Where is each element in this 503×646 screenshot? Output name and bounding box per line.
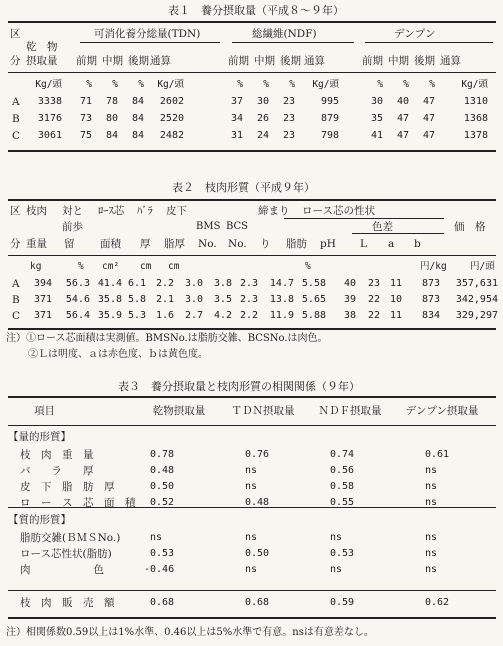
t1-row-2-c7: 24 bbox=[256, 130, 269, 141]
t3-sales-c3: 0.59 bbox=[330, 597, 355, 608]
t2-h3-0: 分 bbox=[10, 238, 21, 250]
t2-row-0-c6: 3.0 bbox=[184, 278, 203, 289]
table2-top-rule bbox=[8, 199, 496, 201]
t3-q-0-c4: 0.61 bbox=[425, 449, 450, 460]
t1-row-1-c6: 34 bbox=[230, 113, 243, 124]
t2-h3-8: り bbox=[260, 238, 271, 250]
t2-unit-yen-head: 円/頭 bbox=[470, 261, 495, 272]
table3-title: 表３ 養分摂取量と枝肉形質の相関関係（９年） bbox=[118, 380, 360, 393]
t2-unit-yen-kg: 円/kg bbox=[420, 261, 447, 272]
t2-h3-13: b bbox=[414, 238, 421, 250]
t2-row-2-c1: 371 bbox=[33, 310, 52, 321]
t2-row-2-c8: 2.2 bbox=[239, 310, 258, 321]
table1-top-rule bbox=[8, 21, 496, 23]
t2-h3-2: 留 bbox=[64, 238, 75, 250]
t1-row-1-c11: 47 bbox=[396, 113, 409, 124]
t2-row-0-c7: 3.8 bbox=[213, 278, 232, 289]
t1-row-0-c1: 3338 bbox=[37, 96, 62, 107]
t3-header-2: ＴＤＮ摂取量 bbox=[231, 405, 295, 417]
t2-row-2-c13: 11 bbox=[389, 310, 402, 321]
t2-unit-kg: kg bbox=[30, 261, 42, 272]
t2-row-0-c14: 873 bbox=[421, 278, 440, 289]
t1-h-ndf: 総繊維(NDF) bbox=[252, 28, 317, 40]
t2-row-1-c1: 371 bbox=[33, 294, 52, 305]
t1-row-0-c13: 1310 bbox=[463, 96, 488, 107]
t3-ql-2-label: 肉 色 bbox=[20, 564, 104, 576]
t1-row-0-c11: 40 bbox=[396, 96, 409, 107]
table2-title: 表２ 枝肉形質（平成９年） bbox=[172, 181, 315, 194]
t2-row-0-c12: 23 bbox=[367, 278, 380, 289]
t1-row-0-c9: 995 bbox=[320, 96, 339, 107]
t3-q-3-c1: 0.52 bbox=[150, 497, 175, 508]
t2-h-rosushin: ﾛｰｽ芯 bbox=[98, 205, 125, 217]
t1-h-tdn: 可消化養分総量(TDN) bbox=[94, 28, 201, 40]
t3-q-3-c4: ns bbox=[425, 497, 438, 508]
t3-sales-label: 枝 肉 販 売 額 bbox=[20, 597, 115, 609]
t2-h-rose-seijo: ロース芯の性状 bbox=[302, 205, 375, 217]
t2-row-1-c8: 2.3 bbox=[239, 294, 258, 305]
t3-section-qualitative: 【質的形質】 bbox=[8, 514, 71, 526]
t3-q-3-c2: 0.48 bbox=[245, 497, 270, 508]
t2-row-2-c12: 22 bbox=[367, 310, 380, 321]
t3-header-item: 項目 bbox=[34, 405, 55, 417]
t3-ql-0-c3: ns bbox=[330, 532, 343, 543]
t1-row-2-c2: 75 bbox=[79, 130, 92, 141]
t1-starch-rule bbox=[365, 42, 493, 43]
t1-row-2-c10: 41 bbox=[370, 130, 383, 141]
t2-row-2-c7: 4.2 bbox=[213, 310, 232, 321]
t1-row-2-c5: 2482 bbox=[159, 130, 184, 141]
t2-h-bcs: BCS bbox=[226, 221, 249, 232]
t1-row-0-c3: 78 bbox=[105, 96, 118, 107]
t1-sub-2-2: 後期 bbox=[414, 55, 435, 67]
t1-unit-9: % bbox=[377, 79, 383, 90]
t1-sub-0-3: 通算 bbox=[150, 55, 171, 67]
t1-unit-7: % bbox=[289, 79, 295, 90]
t2-row-1-c6: 3.0 bbox=[184, 294, 203, 305]
t3-q-1-c3: 0.56 bbox=[330, 465, 355, 476]
t1-unit-11: % bbox=[429, 79, 435, 90]
t2-row-0-c13: 11 bbox=[389, 278, 402, 289]
table1-bottom-rule bbox=[8, 150, 496, 152]
t2-row-1-c13: 10 bbox=[389, 294, 402, 305]
t3-header-rule bbox=[8, 425, 496, 426]
t2-row-1-label: B bbox=[12, 294, 20, 306]
t2-row-0-c1: 394 bbox=[33, 278, 52, 289]
t2-row-1-c5: 2.1 bbox=[155, 294, 174, 305]
t2-row-2-c15: 329,297 bbox=[455, 310, 498, 321]
t1-row-2-c13: 1378 bbox=[463, 130, 488, 141]
t3-ql-0-label: 脂肪交雑(ＢＭＳNo.) bbox=[20, 532, 121, 544]
t2-h3-1: 重量 bbox=[26, 238, 47, 250]
t2-row-2-c9: 11.9 bbox=[269, 310, 294, 321]
t1-row-2-c12: 47 bbox=[422, 130, 435, 141]
t2-unit-cm: cm bbox=[140, 261, 152, 272]
t2-row-1-c11: 39 bbox=[343, 294, 356, 305]
t3-ql-1-c3: 0.53 bbox=[330, 548, 355, 559]
t1-header-rule bbox=[8, 72, 496, 73]
t2-h3-7: No. bbox=[228, 238, 247, 250]
t3-ql-2-c3: ns bbox=[330, 564, 343, 575]
t1-row-1-c7: 26 bbox=[256, 113, 269, 124]
t1-h-kanbutsu-2: 摂取量 bbox=[26, 55, 58, 67]
t2-h3-3: 面積 bbox=[100, 238, 121, 250]
t1-row-2-c4: 84 bbox=[131, 130, 144, 141]
t2-h-bms: BMS bbox=[196, 221, 221, 232]
t1-row-0-c12: 47 bbox=[422, 96, 435, 107]
t2-row-0-c5: 2.2 bbox=[155, 278, 174, 289]
t1-ndf-rule bbox=[232, 42, 354, 43]
t1-row-1-c9: 879 bbox=[320, 113, 339, 124]
t2-row-1-c3: 35.8 bbox=[97, 294, 122, 305]
t3-last-rule bbox=[8, 590, 496, 591]
t2-unit-%: % bbox=[78, 261, 84, 272]
t3-q-0-c2: 0.76 bbox=[245, 449, 270, 460]
t1-unit-12: Kg/頭 bbox=[461, 79, 488, 90]
t1-tdn-rule bbox=[80, 42, 220, 43]
t1-row-2-label: C bbox=[12, 130, 21, 142]
t1-sub-1-3: 通算 bbox=[304, 55, 325, 67]
t2-h-maeho: 前歩 bbox=[62, 221, 83, 233]
t2-unit-cm2: cm² bbox=[102, 261, 120, 272]
t1-row-0-c7: 30 bbox=[256, 96, 269, 107]
t2-row-2-c6: 2.7 bbox=[184, 310, 203, 321]
t3-q-1-c2: ns bbox=[245, 465, 258, 476]
t1-unit-10: % bbox=[403, 79, 409, 90]
t1-row-0-c6: 37 bbox=[230, 96, 243, 107]
table3-bottom-rule bbox=[8, 617, 496, 619]
t1-unit-2: % bbox=[112, 79, 118, 90]
t2-row-0-c8: 2.3 bbox=[239, 278, 258, 289]
table3-top-rule bbox=[8, 396, 496, 398]
t1-sub-1-0: 前期 bbox=[228, 55, 249, 67]
t1-row-1-c12: 47 bbox=[422, 113, 435, 124]
t1-row-2-c3: 84 bbox=[105, 130, 118, 141]
t2-unit-cm: cm bbox=[168, 261, 180, 272]
t3-q-2-c3: 0.58 bbox=[330, 481, 355, 492]
t2-row-0-c15: 357,631 bbox=[455, 278, 498, 289]
t2-row-2-c2: 56.4 bbox=[65, 310, 90, 321]
t2-shikisa-rule bbox=[352, 233, 444, 234]
t2-h-edaniku: 枝肉 bbox=[26, 205, 47, 217]
t1-unit-6: % bbox=[263, 79, 269, 90]
t1-row-0-c2: 71 bbox=[79, 96, 92, 107]
t2-row-2-c14: 834 bbox=[421, 310, 440, 321]
t1-h-bun: 分 bbox=[10, 55, 21, 67]
t1-row-2-c9: 798 bbox=[320, 130, 339, 141]
t3-q-0-label: 枝 肉 重 量 bbox=[20, 449, 94, 461]
t1-h-ku: 区 bbox=[10, 28, 21, 40]
t3-ql-1-c1: 0.53 bbox=[150, 548, 175, 559]
t1-unit-0: Kg/頭 bbox=[35, 79, 62, 90]
t2-row-1-c2: 54.6 bbox=[65, 294, 90, 305]
t2-row-2-c5: 1.6 bbox=[155, 310, 174, 321]
t3-q-2-c4: ns bbox=[425, 481, 438, 492]
t3-q-2-c2: ns bbox=[245, 481, 258, 492]
t2-row-0-c3: 41.4 bbox=[97, 278, 122, 289]
t3-sales-c1: 0.68 bbox=[150, 597, 175, 608]
t2-row-1-c10: 5.65 bbox=[301, 294, 326, 305]
t2-h-ku: 区 bbox=[10, 205, 21, 217]
t2-h3-11: L bbox=[360, 238, 367, 250]
t1-row-0-c4: 84 bbox=[131, 96, 144, 107]
t1-row-2-c1: 3061 bbox=[37, 130, 62, 141]
t3-sales-c2: 0.68 bbox=[245, 597, 270, 608]
t2-row-0-c11: 40 bbox=[343, 278, 356, 289]
t2-h3-6: No. bbox=[198, 238, 217, 250]
t1-row-1-c8: 23 bbox=[282, 113, 295, 124]
t2-note-1: 注）①ロース芯面積は実測値。BMSNo.は脂肪交雑、BCSNo.は肉色。 bbox=[6, 333, 328, 344]
t1-row-1-c13: 1368 bbox=[463, 113, 488, 124]
t2-h3-10: pH bbox=[320, 238, 336, 250]
t2-row-0-c4: 6.1 bbox=[127, 278, 146, 289]
t2-row-1-c7: 3.5 bbox=[213, 294, 232, 305]
t2-unit-%: % bbox=[305, 261, 311, 272]
t1-h-starch: デンプン bbox=[394, 28, 436, 40]
t2-h-price: 価 格 bbox=[454, 221, 486, 233]
t3-ql-1-label: ロース芯性状(脂肪) bbox=[20, 548, 112, 560]
t2-h3-5: 脂厚 bbox=[164, 238, 185, 250]
t1-h-kanbutsu-1: 乾 物 bbox=[26, 41, 58, 53]
t1-row-0-c10: 30 bbox=[370, 96, 383, 107]
t1-unit-8: Kg/頭 bbox=[312, 79, 339, 90]
t2-seijo-rule bbox=[284, 218, 444, 219]
t1-row-2-c11: 47 bbox=[396, 130, 409, 141]
t3-header-4: デンプン摂取量 bbox=[405, 405, 479, 417]
t2-h-bara: ﾊﾞﾗ bbox=[137, 205, 153, 217]
t3-q-0-c3: 0.74 bbox=[330, 449, 355, 460]
t2-h-hika: 皮下 bbox=[166, 205, 187, 217]
t3-q-1-c4: ns bbox=[425, 465, 438, 476]
t1-sub-1-1: 中期 bbox=[254, 55, 275, 67]
t2-h-shikisa: 色差 bbox=[372, 221, 393, 233]
t2-h-taito: 対と bbox=[62, 205, 83, 217]
t3-ql-0-c1: ns bbox=[150, 532, 163, 543]
t3-q-3-c3: 0.55 bbox=[330, 497, 355, 508]
t3-ql-1-c4: ns bbox=[425, 548, 438, 559]
t1-row-0-c5: 2602 bbox=[159, 96, 184, 107]
t1-sub-0-0: 前期 bbox=[76, 55, 97, 67]
t1-row-1-c3: 80 bbox=[105, 113, 118, 124]
t1-row-1-c10: 35 bbox=[370, 113, 383, 124]
t3-ql-0-c4: ns bbox=[425, 532, 438, 543]
t1-unit-3: % bbox=[138, 79, 144, 90]
table2-bottom-rule bbox=[8, 328, 496, 330]
t1-row-0-label: A bbox=[12, 96, 20, 108]
t2-h3-12: a bbox=[388, 238, 395, 250]
t2-row-2-c3: 35.9 bbox=[97, 310, 122, 321]
t1-sub-0-2: 後期 bbox=[128, 55, 149, 67]
t1-row-1-c4: 84 bbox=[131, 113, 144, 124]
t1-row-1-label: B bbox=[12, 113, 20, 125]
t2-row-2-c11: 38 bbox=[343, 310, 356, 321]
t3-q-2-label: 皮 下 脂 肪 厚 bbox=[20, 481, 115, 493]
t3-header-3: ＮＤＦ摂取量 bbox=[318, 405, 382, 417]
t2-row-2-c10: 5.88 bbox=[301, 310, 326, 321]
t2-row-1-c9: 13.8 bbox=[269, 294, 294, 305]
t1-row-0-c8: 23 bbox=[282, 96, 295, 107]
t2-row-0-c10: 5.58 bbox=[301, 278, 326, 289]
table1-title: 表１ 養分摂取量（平成８～９年） bbox=[168, 4, 344, 17]
t3-q-2-c1: 0.50 bbox=[150, 481, 175, 492]
t1-row-1-c1: 3176 bbox=[37, 113, 62, 124]
t1-sub-2-0: 前期 bbox=[362, 55, 383, 67]
t2-h3-9: 脂肪 bbox=[286, 238, 307, 250]
t2-row-2-c4: 5.3 bbox=[127, 310, 146, 321]
t1-sub-0-1: 中期 bbox=[102, 55, 123, 67]
t1-row-2-c8: 23 bbox=[282, 130, 295, 141]
t1-sub-2-3: 通算 bbox=[440, 55, 461, 67]
t3-ql-2-c1: -0.46 bbox=[144, 564, 175, 575]
t3-q-3-label: ロ ー ス 芯 面 積 bbox=[20, 497, 136, 509]
t2-row-1-c15: 342,954 bbox=[455, 294, 498, 305]
t1-unit-1: % bbox=[86, 79, 92, 90]
t2-row-0-c9: 14.7 bbox=[269, 278, 294, 289]
t1-unit-5: % bbox=[237, 79, 243, 90]
t3-q-0-c1: 0.78 bbox=[150, 449, 175, 460]
t3-sales-c4: 0.62 bbox=[425, 597, 450, 608]
t1-row-1-c5: 2520 bbox=[159, 113, 184, 124]
t3-note: 注）相関係数0.59以上は1%水準、0.46以上は5%水準で有意。nsは有意差なし。 bbox=[6, 627, 374, 638]
t2-row-1-c14: 873 bbox=[421, 294, 440, 305]
t2-header-rule bbox=[8, 255, 496, 256]
t1-row-2-c6: 31 bbox=[230, 130, 243, 141]
t3-ql-1-c2: 0.50 bbox=[245, 548, 270, 559]
t2-row-2-label: C bbox=[12, 310, 21, 322]
t3-mid-rule bbox=[8, 507, 496, 508]
t2-row-1-c4: 5.8 bbox=[127, 294, 146, 305]
t1-sub-2-1: 中期 bbox=[388, 55, 409, 67]
t3-q-1-label: バ ラ 厚 bbox=[20, 465, 94, 477]
t3-ql-0-c2: ns bbox=[245, 532, 258, 543]
t2-row-0-label: A bbox=[12, 278, 20, 290]
t3-header-1: 乾物摂取量 bbox=[152, 405, 206, 417]
t2-h-shimari: 締まり bbox=[258, 205, 290, 217]
t3-ql-2-c2: ns bbox=[245, 564, 258, 575]
t2-h3-4: 厚 bbox=[140, 238, 151, 250]
t3-section-quantitative: 【量的形質】 bbox=[8, 431, 71, 443]
t3-ql-2-c4: ns bbox=[425, 564, 438, 575]
t1-unit-4: Kg/頭 bbox=[157, 79, 184, 90]
t2-row-1-c12: 22 bbox=[367, 294, 380, 305]
t2-note-2: ②Ｌは明度、ａは赤色度、ｂは黄色度。 bbox=[28, 349, 208, 360]
t1-sub-1-2: 後期 bbox=[280, 55, 301, 67]
t1-row-1-c2: 73 bbox=[79, 113, 92, 124]
t3-q-1-c1: 0.48 bbox=[150, 465, 175, 476]
t2-row-0-c2: 56.3 bbox=[65, 278, 90, 289]
